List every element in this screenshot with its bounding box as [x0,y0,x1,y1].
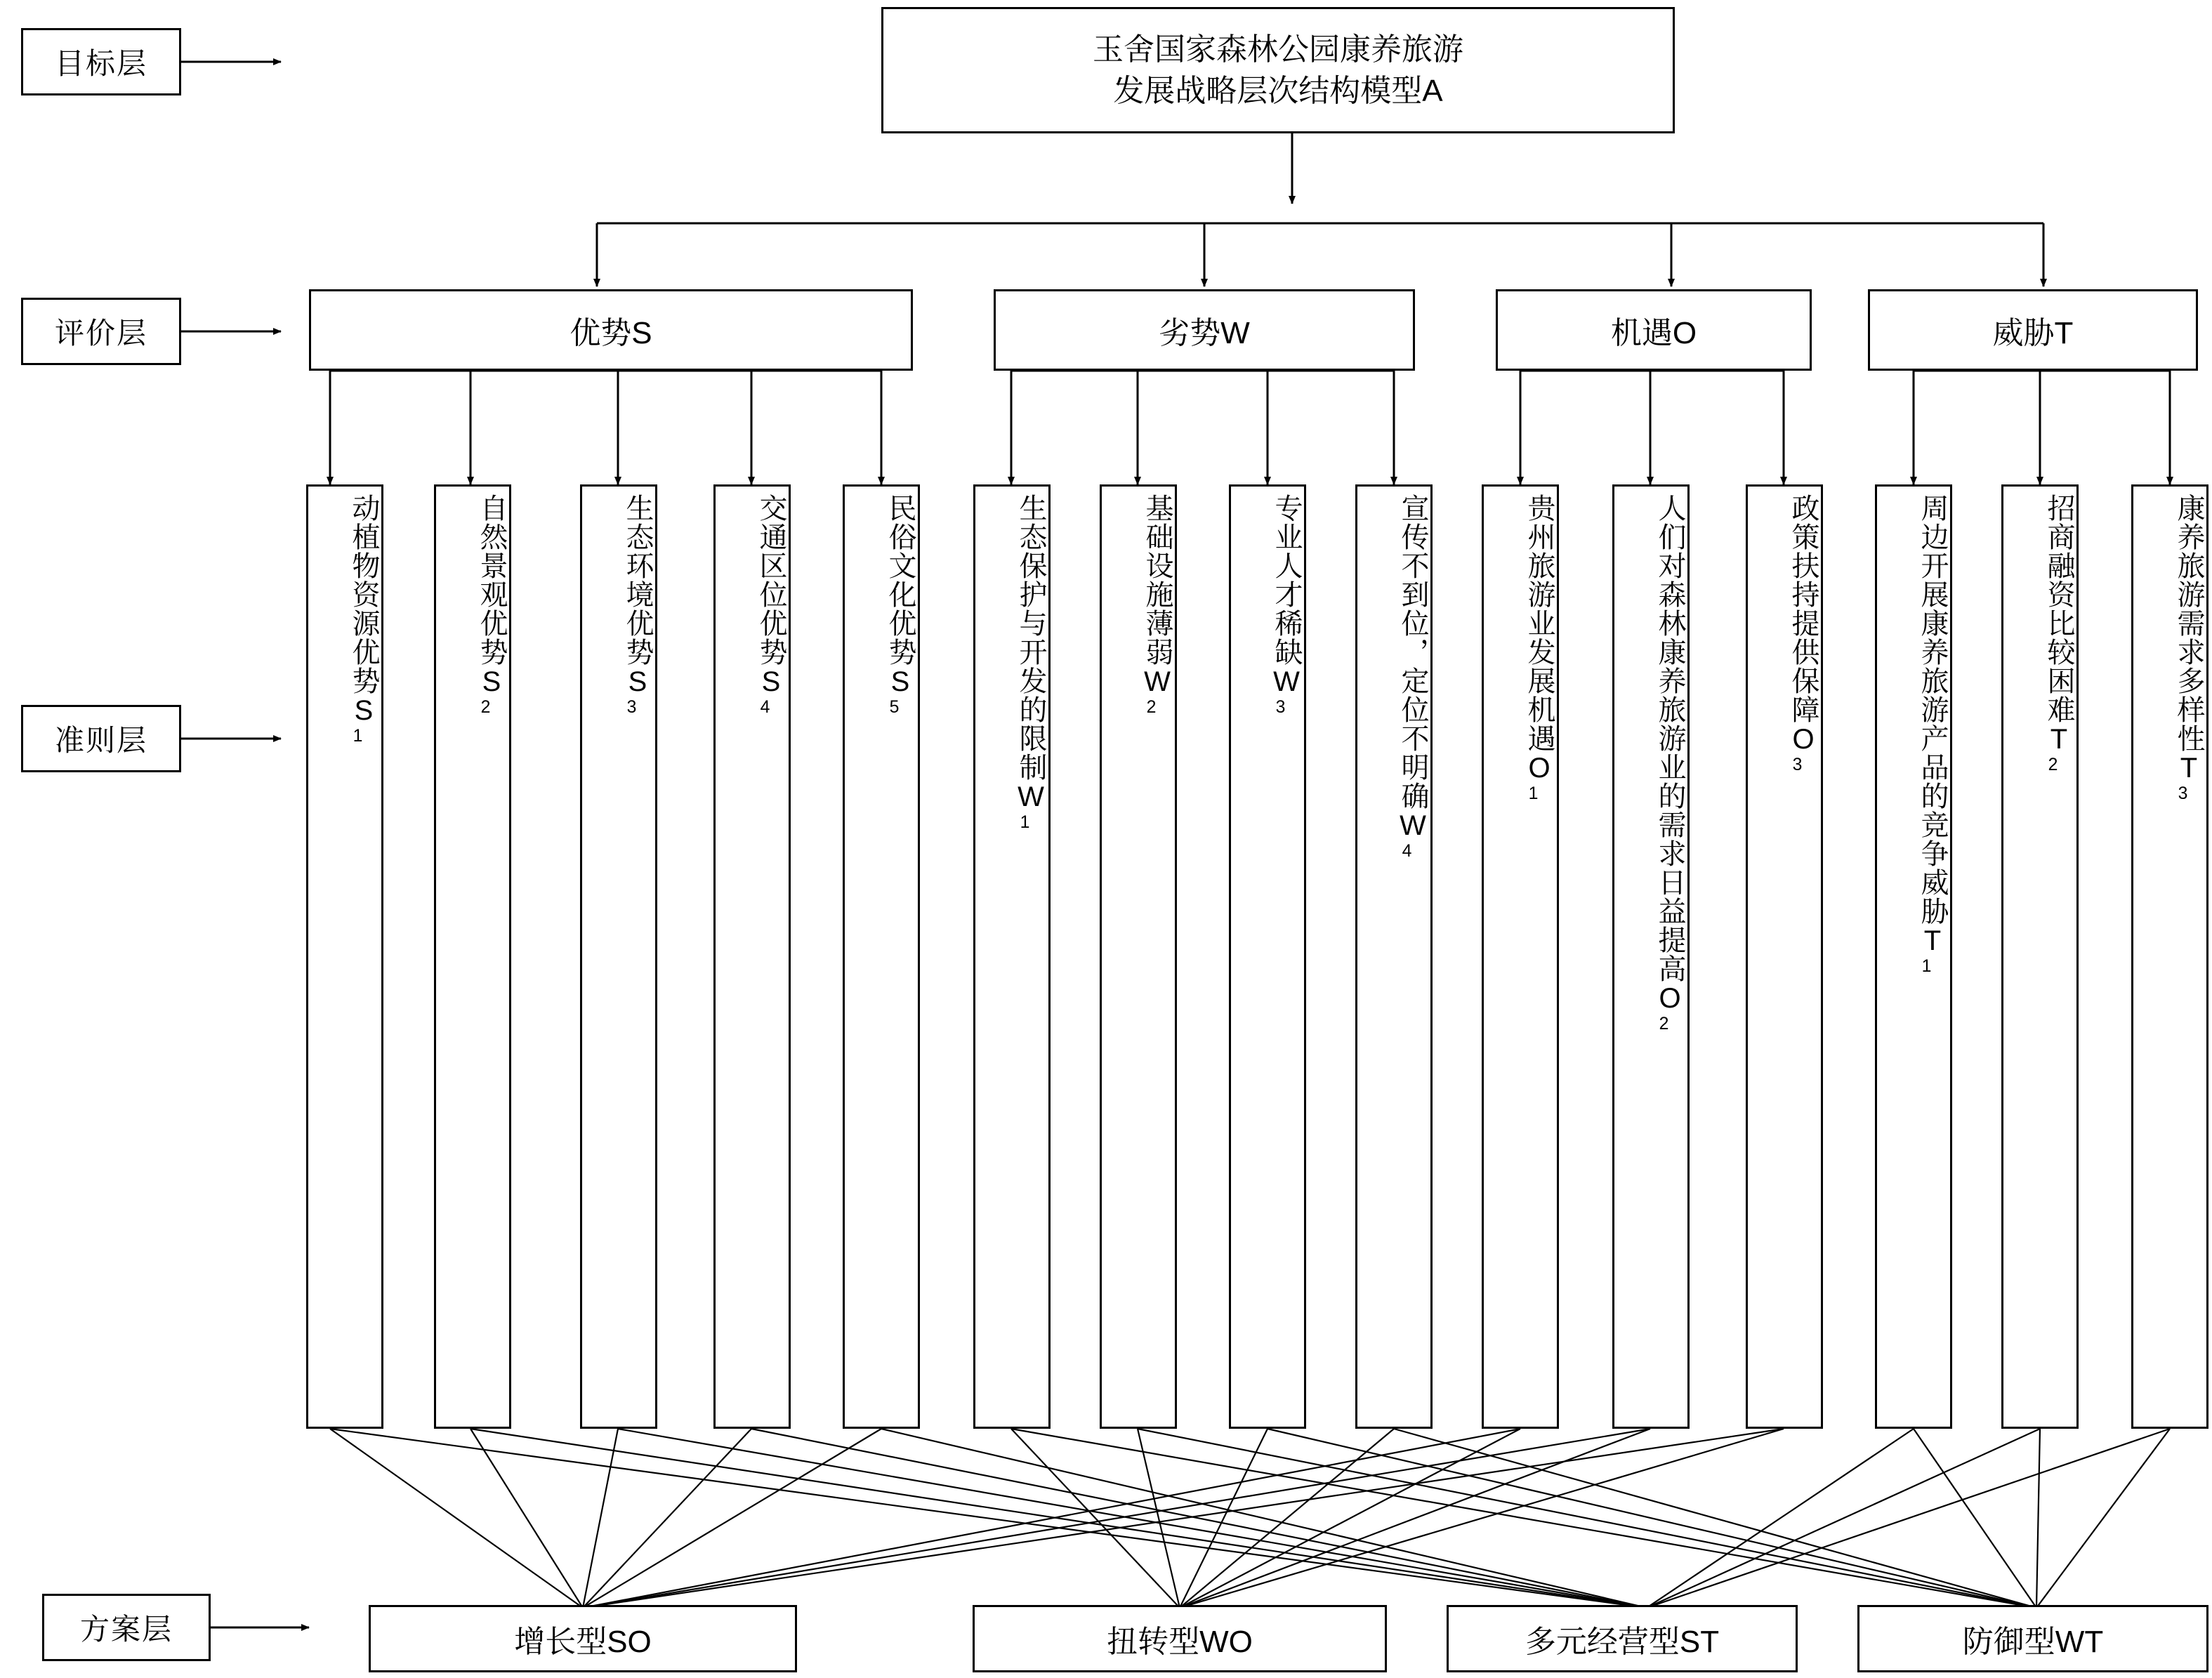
plan-box-SO [369,1605,797,1672]
criteria-text-W1: 生态保护与开发的限制$W_1$ [1015,494,1046,833]
criteria-box-W1 [973,484,1051,1429]
layer-label-criteria [21,705,181,772]
criteria-box-S4 [713,484,791,1429]
criteria-box-W3 [1229,484,1306,1429]
criteria-box-S3 [580,484,657,1429]
criteria-text-T3: 康养旅游需求多样性$T_3$ [2173,494,2204,804]
layer-label-criteria-text: 准则层 [54,724,147,757]
plan-label-WO: 扭转型WO [1107,1625,1253,1659]
evaluation-box-T [1868,289,2198,371]
criteria-text-T2: 招商融资比较困难$T_2$ [2043,494,2074,775]
evaluation-box-O [1496,289,1812,371]
layer-label-goal-text: 目标层 [54,47,147,80]
layer-label-evaluation-text: 评价层 [54,317,147,350]
evaluation-label-O: 机遇O [1610,316,1697,350]
criteria-text-S4: 交通区位优势$S_4$ [756,494,786,718]
plan-box-ST [1447,1605,1798,1672]
criteria-box-T1 [1875,484,1952,1429]
criteria-box-T3 [2131,484,2208,1429]
evaluation-label-S: 优势S [570,316,652,350]
criteria-text-S5: 民俗文化优势$S_5$ [885,494,916,718]
criteria-box-O3 [1746,484,1823,1429]
goal-line-2: 发展战略层次结构模型A [1113,74,1443,108]
criteria-box-S1 [306,484,383,1429]
criteria-text-W4: 宣传不到位，定位不明确$W_4$ [1397,494,1428,861]
goal-line-1: 玉舍国家森林公园康养旅游 [1093,32,1463,67]
plan-box-WO [973,1605,1387,1672]
criteria-text-O1: 贵州旅游业发展机遇$O_1$ [1524,494,1555,804]
criteria-text-S1: 动植物资源优势$S_1$ [348,494,379,746]
criteria-box-W2 [1100,484,1177,1429]
criteria-box-S5 [843,484,920,1429]
criteria-text-O3: 政策扶持提供保障$O_3$ [1788,494,1819,775]
evaluation-box-S [309,289,913,371]
criteria-text-O2: 人们对森林康养旅游业的需求日益提高$O_2$ [1654,494,1685,1034]
goal-box [881,7,1675,133]
criteria-text-T1: 周边开展康养旅游产品的竞争威胁$T_1$ [1917,494,1948,977]
criteria-text-W2: 基础设施薄弱$W_2$ [1142,494,1173,718]
layer-label-plan [42,1594,211,1661]
criteria-box-O1 [1482,484,1559,1429]
layer-label-goal [21,28,181,95]
evaluation-label-T: 威胁T [1992,316,2074,350]
plan-label-WT: 防御型WT [1962,1625,2104,1659]
layer-label-evaluation [21,298,181,365]
plan-label-SO: 增长型SO [514,1625,652,1659]
criteria-box-W4 [1355,484,1433,1429]
plan-box-WT [1857,1605,2208,1672]
criteria-text-W3: 专业人才稀缺$W_3$ [1271,494,1302,718]
evaluation-label-W: 劣势W [1159,316,1250,350]
evaluation-box-W [994,289,1415,371]
layer-label-plan-text: 方案层 [79,1613,173,1646]
criteria-text-S3: 生态环境优势$S_3$ [622,494,653,718]
plan-label-ST: 多元经营型ST [1525,1625,1720,1659]
criteria-box-T2 [2001,484,2079,1429]
criteria-box-S2 [434,484,511,1429]
criteria-text-S2: 自然景观优势$S_2$ [476,494,507,718]
criteria-to-plan-links [330,1429,2170,1608]
criteria-box-O2 [1612,484,1690,1429]
